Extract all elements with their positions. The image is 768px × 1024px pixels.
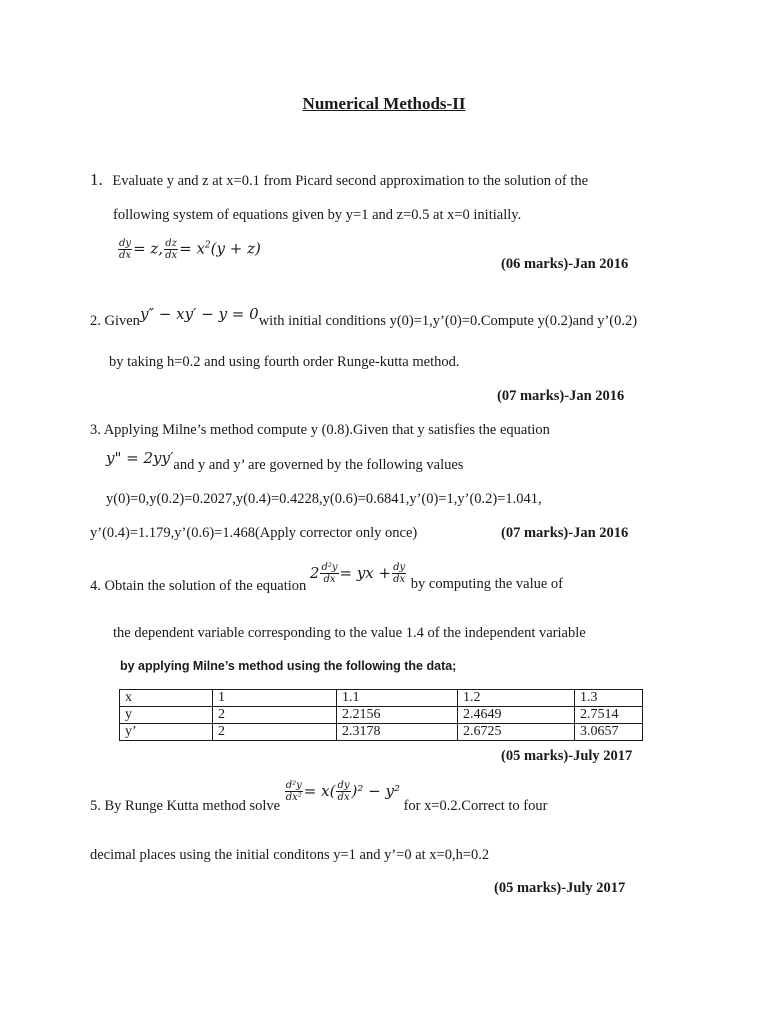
table-cell: 2.7514 — [575, 707, 643, 724]
question-4-line-1: 4. Obtain the solution of the equation 2 $\frac{\text{d²y}}{dx}$ = yx + $\frac{dy}{dx}$ by computing the value of — [90, 562, 564, 594]
question-1-marks: (06 marks)-Jan 2016 — [501, 256, 629, 272]
fraction-dz-dx: $\frac{dz}{dx}$ — [165, 238, 178, 261]
question-4-equation: 2 $\frac{\text{d²y}}{dx}$ = yx + $\frac{dy}{dx}$ — [309, 562, 406, 585]
question-2-line-1: 2. Giveny″ − xy′ − y = 0with initial conditions y(0)=1,y’(0)=0.Compute y(0.2)and y’(0.2) — [90, 305, 638, 329]
table-cell: 2 — [213, 724, 337, 741]
fraction-dy-dx-2: $\frac{dy}{dx}$ — [393, 562, 406, 585]
question-4-line-2: the dependent variable corresponding to the value 1.4 of the independent variable — [113, 625, 586, 641]
question-3-line-3: y(0)=0,y(0.2)=0.2027,y(0.4)=0.4228,y(0.6)=0.6841,y’(0)=1,y’(0.2)=1.041, — [106, 491, 542, 507]
table-row — [120, 707, 643, 724]
question-5-marks: (05 marks)-July 2017 — [494, 880, 626, 896]
question-3-line-4: y’(0.4)=1.179,y’(0.6)=1.468(Apply corrector only once) — [90, 525, 418, 541]
question-5-line-1: 5. By Runge Kutta method solve $\frac{\text{d²y}}{\text{dx²}}$ = x( $\frac{dy}{dx}$ )² − y² for x=0.2.Correct to four — [90, 780, 548, 814]
question-4-marks: (05 marks)-July 2017 — [501, 748, 633, 764]
question-4-line-3: by applying Milne’s method using the following the data; — [120, 659, 457, 673]
question-2-equation: y″ − xy′ − y = 0 — [139, 305, 259, 323]
table-row — [120, 690, 643, 707]
table-cell: 2 — [213, 707, 337, 724]
question-3-line-2: y" = 2yy′and y and y’ are governed by the following values — [106, 449, 464, 473]
table-cell: x — [120, 690, 213, 707]
fraction-dy-dx-3: $\frac{dy}{dx}$ — [337, 780, 350, 803]
question-5-line-2: decimal places using the initial conditons y=1 and y’=0 at x=0,h=0.2 — [90, 847, 490, 863]
question-3-line-1: 3. Applying Milne’s method compute y (0.8).Given that y satisfies the equation — [90, 422, 550, 438]
fraction-dy-dx: $\frac{dy}{dx}$ — [119, 238, 132, 261]
table-cell: 2.2156 — [337, 707, 458, 724]
table-cell: 1.3 — [575, 690, 643, 707]
question-5-equation: $\frac{\text{d²y}}{\text{dx²}}$ = x( $\frac{dy}{dx}$ )² − y² — [285, 780, 400, 803]
fraction-d2y-dx2: $\frac{\text{d²y}}{\text{dx²}}$ — [285, 780, 302, 803]
question-2-line-2: by taking h=0.2 and using fourth order Runge-kutta method. — [109, 354, 460, 370]
table-cell: 1.1 — [337, 690, 458, 707]
table-cell: 2.4649 — [458, 707, 575, 724]
fraction-d2y-dx: $\frac{\text{d²y}}{dx}$ — [321, 562, 338, 585]
table-cell: 1.2 — [458, 690, 575, 707]
question-1-line-2: following system of equations given by y=1 and z=0.5 at x=0 initially. — [113, 207, 522, 223]
question-1-line-1: 1. Evaluate y and z at x=0.1 from Picard second approximation to the solution of the — [90, 170, 589, 189]
table-cell: y’ — [120, 724, 213, 741]
table-cell: 2.6725 — [458, 724, 575, 741]
question-1-number: 1. — [90, 170, 103, 189]
page-title: Numerical Methods-II — [302, 94, 466, 113]
table-cell: 1 — [213, 690, 337, 707]
table-cell: y — [120, 707, 213, 724]
table-cell: 3.0657 — [575, 724, 643, 741]
data-table — [119, 689, 643, 741]
table-row — [120, 724, 643, 741]
question-1-equation: $\frac{dy}{dx}$ = z, $\frac{dz}{dx}$ = $x^2(y + z)$ — [119, 238, 261, 261]
question-2-marks: (07 marks)-Jan 2016 — [497, 388, 625, 404]
question-3-equation: y" = 2yy′ — [106, 449, 174, 467]
question-3-marks: (07 marks)-Jan 2016 — [501, 525, 629, 541]
table-cell: 2.3178 — [337, 724, 458, 741]
